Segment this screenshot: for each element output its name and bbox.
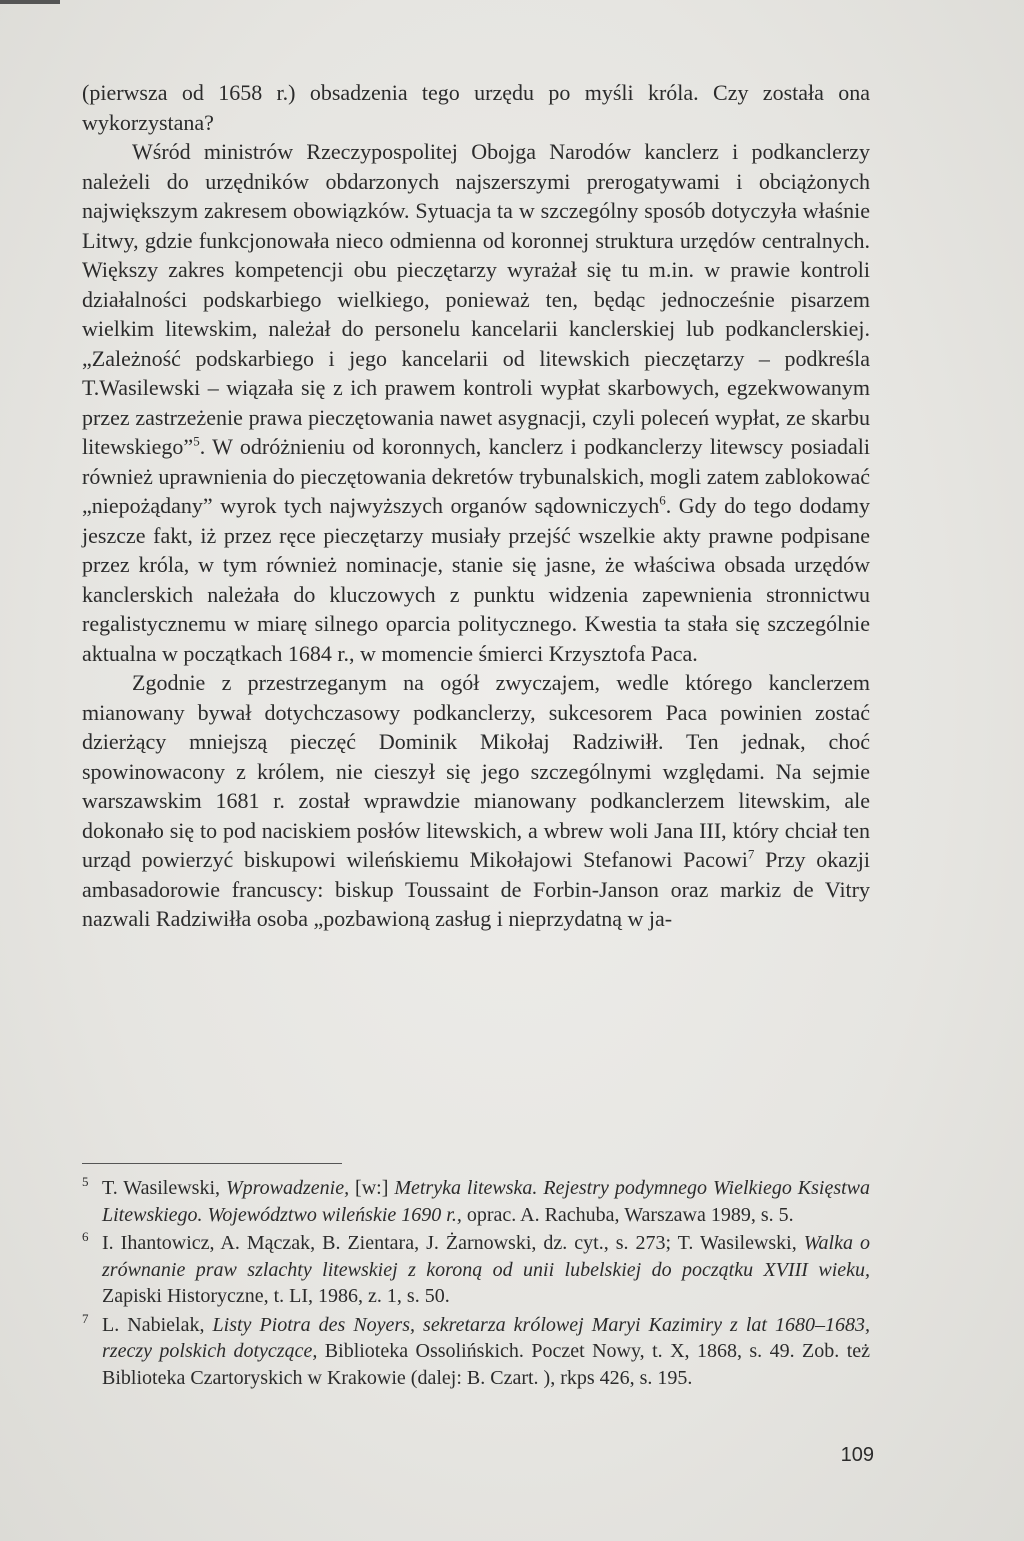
- main-text: [82, 78, 870, 934]
- footnote-6: 6 I. Ihantowicz, A. Mączak, B. Zientara, J. Żarnowski, dz. cyt., s. 273; T. Wasilewski, Walka o zrównanie praw szlachty litewskiej z koroną od unii lubelskiej do początku XVIII wieku, Zapiski Historyczne, t. LI, 1986, z. 1, s. 50.: [82, 1229, 870, 1307]
- paragraph-2-text-cont: . W odróżnieniu od koronnych, kanclerz i podkanclerzy litewscy posiadali również uprawnienia do pieczętowania dekretów trybunalskich, mogli zatem zablokować „niepożądany” wyrok tych najwyższych organów sądowniczych: [82, 434, 870, 518]
- paragraph-3-text: Zgodnie z przestrzeganym na ogół zwyczajem, wedle którego kanclerzem mianowany bywał dotychczasowy podkanclerzy, sukcesorem Paca powinien zostać dzierżący mniejszą pieczęć Dominik Mikołaj Radziwiłł. Ten jednak, choć spowinowacony z królem, nie cieszył się jego szczególnymi względami. Na sejmie warszawskim 1681 r. został wprawdzie mianowany podkanclerzem litewskim, ale dokonało się to pod naciskiem posłów litewskich, a wbrew woli Jana III, który chciał ten urząd powierzyć biskupowi wileńskiemu Mikołajowi Stefanowi Pacowi: [82, 670, 870, 872]
- paragraph-1: (pierwsza od 1658 r.) obsadzenia tego urzędu po myśli króla. Czy została ona wykorzystana?: [82, 80, 870, 135]
- paragraph-2: [82, 137, 870, 668]
- page-number: 109: [840, 1444, 874, 1466]
- footnote-title: Listy Piotra des Noyers, sekretarza królowej Maryi Kazimiry z lat 1680–1683, rzeczy polskich dotyczące,: [102, 1313, 871, 1362]
- footnote-text: Biblioteka Ossolińskich. Poczet Nowy, t. X, 1868, s. 49. Zob. też Biblioteka Czartoryskich w Krakowie (dalej: B. Czart. ), rkps 426, s. 195.: [102, 1340, 871, 1389]
- paragraph-3-text-cont: Przy okazji ambasadorowie francuscy: biskup Toussaint de Forbin-Janson oraz markiz de Vitry nazwali Radziwiłła osoba „pozbawioną zasług i nieprzydatną w ja-: [82, 847, 870, 931]
- paragraph-3: [82, 668, 870, 934]
- footnote-title: Wprowadzenie,: [225, 1177, 350, 1199]
- footnote-ref-5[interactable]: 5: [193, 433, 200, 449]
- footnote-text: T. Wasilewski,: [102, 1177, 226, 1199]
- footnotes: [82, 1175, 870, 1393]
- footnote-separator: [82, 1163, 342, 1164]
- footnote-text: oprac. A. Rachuba, Warszawa 1989, s. 5.: [461, 1203, 794, 1226]
- paragraph-2-text: Wśród ministrów Rzeczypospolitej Obojga Narodów kanclerz i podkanclerzy należeli do urzędników obdarzonych najszerszymi prerogatywami i obciążonych największym zakresem obowiązków. Sytuacja ta w szczególny sposób dotyczyła właśnie Litwy, gdzie funkcjonowała nieco odmienna od koronnej struktura urzędów centralnych. Większy zakres kompetencji obu pieczętarzy wyrażał się tu m.in. w prawie kontroli działalności podskarbiego wielkiego, ponieważ ten, będąc jednocześnie pisarzem wielkim litewskim, należał do personelu kancelarii kanclerskiej lub podkanclerskiej. „Zależność podskarbiego i jego kancelarii od litewskich pieczętarzy – podkreśla T.Wasilewski – wiązała się z ich prawem kontroli wypłat skarbowych, egzekwowanym przez zastrzeżenie prawa pieczętowania nawet asygnacji, czyli poleceń wypłat, ze skarbu litewskiego”: [82, 139, 870, 459]
- footnote-title: Metryka litewska. Rejestry podymnego Wielkiego Księstwa Litewskiego. Województwo wileńskie 1690 r.,: [102, 1177, 870, 1226]
- footnote-7: 7 L. Nabielak, Listy Piotra des Noyers, sekretarza królowej Maryi Kazimiry z lat 1680–1683, rzeczy polskich dotyczące, Biblioteka Ossolińskich. Poczet Nowy, t. X, 1868, s. 49. Zob. też Biblioteka Czartoryskich w Krakowie (dalej: B. Czart. ), rkps 426, s. 195.: [82, 1310, 871, 1389]
- footnote-text: Zapiski Historyczne, t. LI, 1986, z. 1, s. 50.: [102, 1285, 450, 1307]
- footnote-5: 5 T. Wasilewski, Wprowadzenie, [w:] Metryka litewska. Rejestry podymnego Wielkiego Księstwa Litewskiego. Województwo wileńskie 1690 r., oprac. A. Rachuba, Warszawa 1989, s. 5.: [82, 1174, 870, 1226]
- footnote-title: Walka o zrównanie praw szlachty litewskiej z koroną od unii lubelskiej do początku XVIII wieku,: [102, 1232, 870, 1281]
- footnote-text: I. Ihantowicz, A. Mączak, B. Zientara, J. Żarnowski, dz. cyt., s. 273; T. Wasilewski,: [102, 1232, 804, 1254]
- footnote-ref-7[interactable]: 7: [747, 846, 755, 862]
- top-edge-mark: [0, 0, 60, 4]
- footnote-text: L. Nabielak,: [102, 1313, 213, 1336]
- paragraph-2-text-end: . Gdy do tego dodamy jeszcze fakt, iż przez ręce pieczętarzy musiały przejść wszelkie akty prawne podpisane przez króla, w tym również nominacje, stanie się jasne, że właściwa obsada urzędów kanclerskich należała do kluczowych z punktu widzenia zapewnienia stronnictwu regalistycznemu w miarę silnego oparcia politycznego. Kwestia ta stała się szczególnie aktualna w początkach 1684 r., w momencie śmierci Krzysztofa Paca.: [82, 493, 870, 666]
- footnote-text: [w:]: [349, 1177, 395, 1199]
- footnote-ref-6[interactable]: 6: [659, 492, 666, 508]
